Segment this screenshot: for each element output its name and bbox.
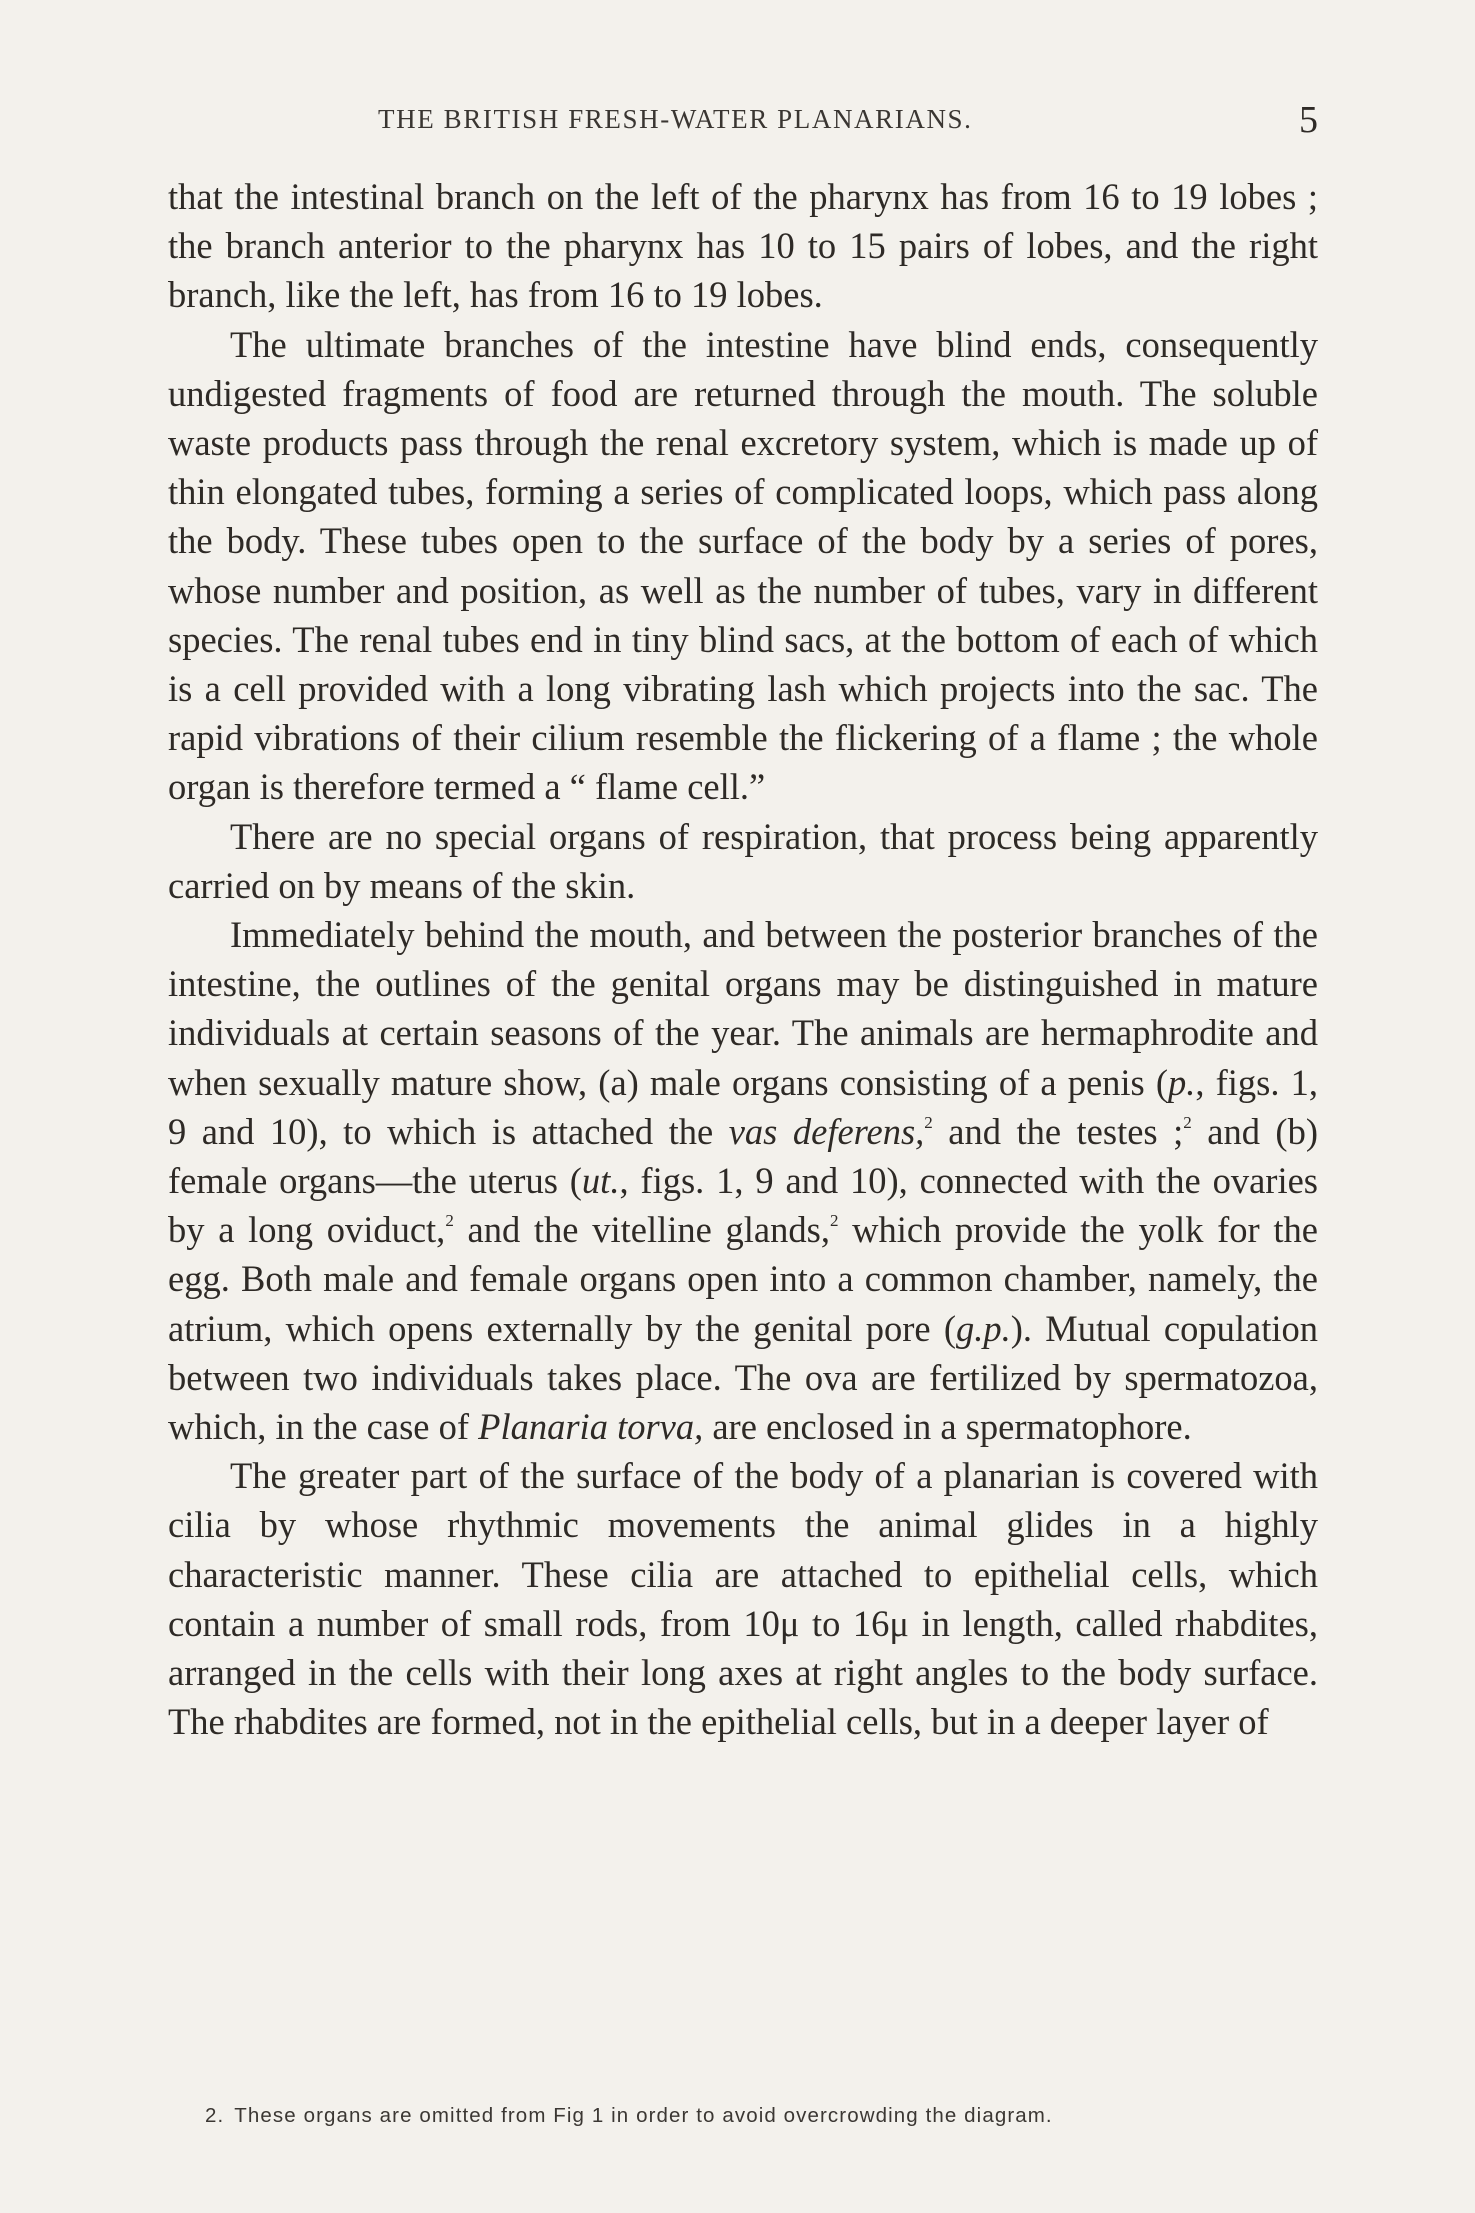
footnote-ref: 2 (829, 1211, 839, 1231)
species-name: Planaria torva, (478, 1406, 704, 1448)
abbreviation-uterus: ut. (581, 1160, 620, 1202)
text-run: , figs. 1, 9 and 10), to which is attached the (168, 1061, 1318, 1152)
paragraph-respiration: There are no special organs of respiration, that process being apparently carried on by means of the skin. (168, 815, 1318, 906)
paragraph-cilia-rhabdites (168, 1451, 1318, 1746)
footnote-text: These organs are omitted from Fig 1 in order to avoid overcrowding the diagram. (234, 2104, 1053, 2127)
text-run: are enclosed in a spermatophore. (703, 1406, 1192, 1448)
running-title: THE BRITISH FRESH-WATER PLANARIANS. (378, 104, 973, 134)
text-run: and the testes ; (932, 1110, 1184, 1152)
text-run: , figs. 1, 9 and 10), connected with the ovaries by a long oviduct, (168, 1160, 1318, 1251)
micron-symbol: μ (889, 1602, 909, 1644)
text-run: and (b) female organs—the uterus ( (168, 1110, 1318, 1202)
text-run: ). Mutual copulation between two individuals takes place. The ova are fertilized by spermatozoa, which, in the case of (168, 1307, 1318, 1448)
abbreviation-genital-pore: g.p. (955, 1307, 1011, 1349)
text-run: Immediately behind the mouth, and between the posterior branches of the intestine, the outlines of the genital organs may be distinguished in mature individuals at certain seasons of the year. The animals are hermaphrodite and when sexually mature show, (a) male organs consisting of a penis ( (168, 914, 1318, 1103)
text-run: The greater part of the surface of the body of a planarian is covered with cilia by whose rhythmic movements the animal glides in a highly characteristic manner. These cilia are attached to epithelial cells, which contain a number of small rods, from 10 (168, 1455, 1318, 1644)
text-run: and the vitelline glands, (453, 1209, 830, 1251)
running-head (168, 99, 1318, 144)
text-run: to 16 (799, 1602, 890, 1644)
page-number: 5 (1299, 99, 1318, 141)
footnote-ref: 2 (445, 1211, 454, 1231)
paragraph-intestine-lobes: that the intestinal branch on the left of the pharynx has from 16 to 19 lobes ; the branch anterior to the pharynx has 10 to 15 pairs of lobes, and the right branch, like the left, has from 16 to 19 lobes. (168, 176, 1318, 316)
text-run: in length, called rhabdites, arranged in the cells with their long axes at right angles to the body surface. The rhabdites are formed, not in the epithelial cells, but in a deeper layer of (168, 1602, 1318, 1743)
abbreviation-penis: p. (1168, 1061, 1196, 1103)
term-vas-deferens: vas deferens, (728, 1110, 925, 1152)
footnote-ref: 2 (1183, 1112, 1192, 1132)
text-run: which provide the yolk for the egg. Both male and female organs open into a common chamber, namely, the atrium, which opens externally by the genital pore ( (168, 1209, 1318, 1349)
paragraph-genital-organs (168, 910, 1318, 1451)
paragraph-renal-system: The ultimate branches of the intestine have blind ends, consequently undigested fragments of food are returned through the mouth. The soluble waste products pass through the renal excretory system, which is made up of thin elongated tubes, forming a series of complicated loops, which pass along the body. These tubes open to the surface of the body by a series of pores, whose number and position, as well as the number of tubes, vary in different species. The renal tubes end in tiny blind sacs, at the bottom of each of which is a cell provided with a long vibrating lash which projects into the sac. The rapid vibrations of their cilium resemble the flickering of a flame ; the whole organ is therefore termed a “ flame cell.” (168, 323, 1318, 808)
footnote-ref: 2 (924, 1112, 933, 1132)
footnote (205, 2104, 1325, 2128)
micron-symbol: μ (779, 1602, 800, 1644)
footnote-marker: 2. (205, 2104, 225, 2127)
body-text (168, 172, 1318, 1747)
